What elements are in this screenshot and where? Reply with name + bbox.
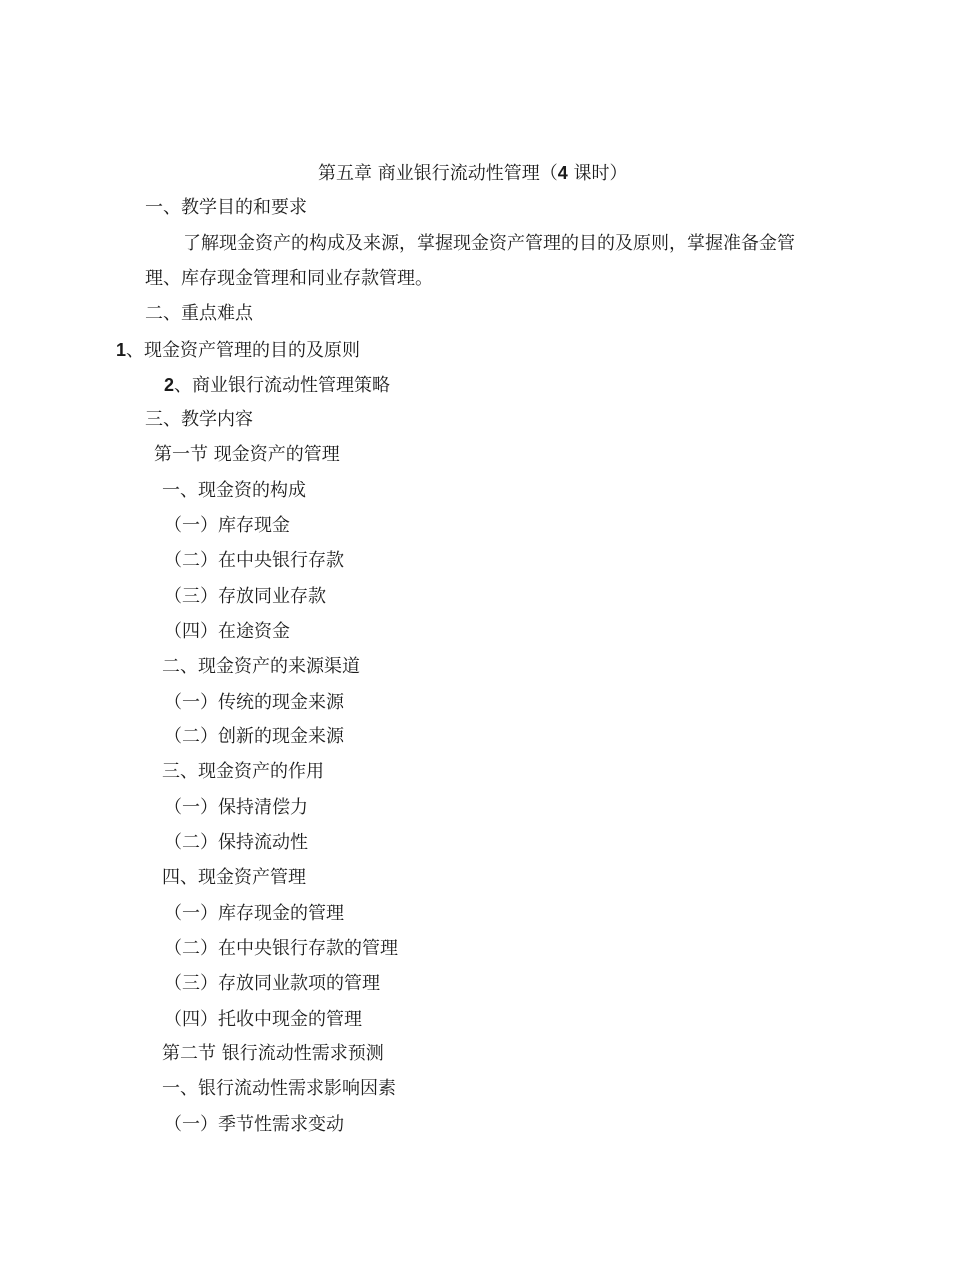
- section-1-title: 第一节 现金资产的管理: [154, 444, 340, 465]
- key-point-1: [116, 338, 360, 363]
- objectives-paragraph-line-2: 理、库存现金管理和同业存款管理。: [145, 268, 433, 289]
- objectives-paragraph-line-1: 了解现金资产的构成及来源，掌握现金资产管理的目的及原则，掌握准备金管: [183, 233, 795, 254]
- section-heading-content: 三、教学内容: [145, 409, 253, 430]
- list-item: （一）库存现金: [164, 515, 290, 536]
- subsection-heading: 三、现金资产的作用: [162, 761, 324, 782]
- subsection-heading: 四、现金资产管理: [162, 867, 306, 888]
- list-item: （二）保持流动性: [164, 832, 308, 853]
- key-point-2: [164, 373, 390, 398]
- list-item: （一）传统的现金来源: [164, 692, 344, 713]
- list-item: （二）在中央银行存款的管理: [164, 938, 398, 959]
- section-heading-objectives: 一、教学目的和要求: [145, 197, 307, 218]
- list-item: （二）在中央银行存款: [164, 550, 344, 571]
- list-item: （二）创新的现金来源: [164, 726, 344, 747]
- list-item: （三）存放同业存款: [164, 586, 326, 607]
- section-heading-key-points: 二、重点难点: [145, 303, 253, 324]
- key-point-1-number: 1: [116, 340, 127, 360]
- key-point-2-number: 2: [164, 375, 175, 395]
- key-point-2-text: 、商业银行流动性管理策略: [174, 375, 391, 396]
- subsection-heading: 一、银行流动性需求影响因素: [162, 1078, 396, 1099]
- list-item: （三）存放同业款项的管理: [164, 973, 380, 994]
- list-item: （四）在途资金: [164, 621, 290, 642]
- list-item: （四）托收中现金的管理: [164, 1009, 362, 1030]
- subsection-heading: 一、现金资的构成: [162, 480, 306, 501]
- section-2-title: 第二节 银行流动性需求预测: [162, 1043, 384, 1064]
- chapter-title-hours: 4: [557, 163, 568, 183]
- list-item: （一）季节性需求变动: [164, 1114, 344, 1135]
- subsection-heading: 二、现金资产的来源渠道: [162, 656, 360, 677]
- list-item: （一）库存现金的管理: [164, 903, 344, 924]
- chapter-title-suffix: 课时）: [567, 163, 628, 184]
- list-item: （一）保持清偿力: [164, 797, 308, 818]
- key-point-1-text: 、现金资产管理的目的及原则: [126, 340, 361, 361]
- chapter-title-prefix: 第五章 商业银行流动性管理（: [318, 163, 558, 184]
- chapter-title: [318, 161, 627, 186]
